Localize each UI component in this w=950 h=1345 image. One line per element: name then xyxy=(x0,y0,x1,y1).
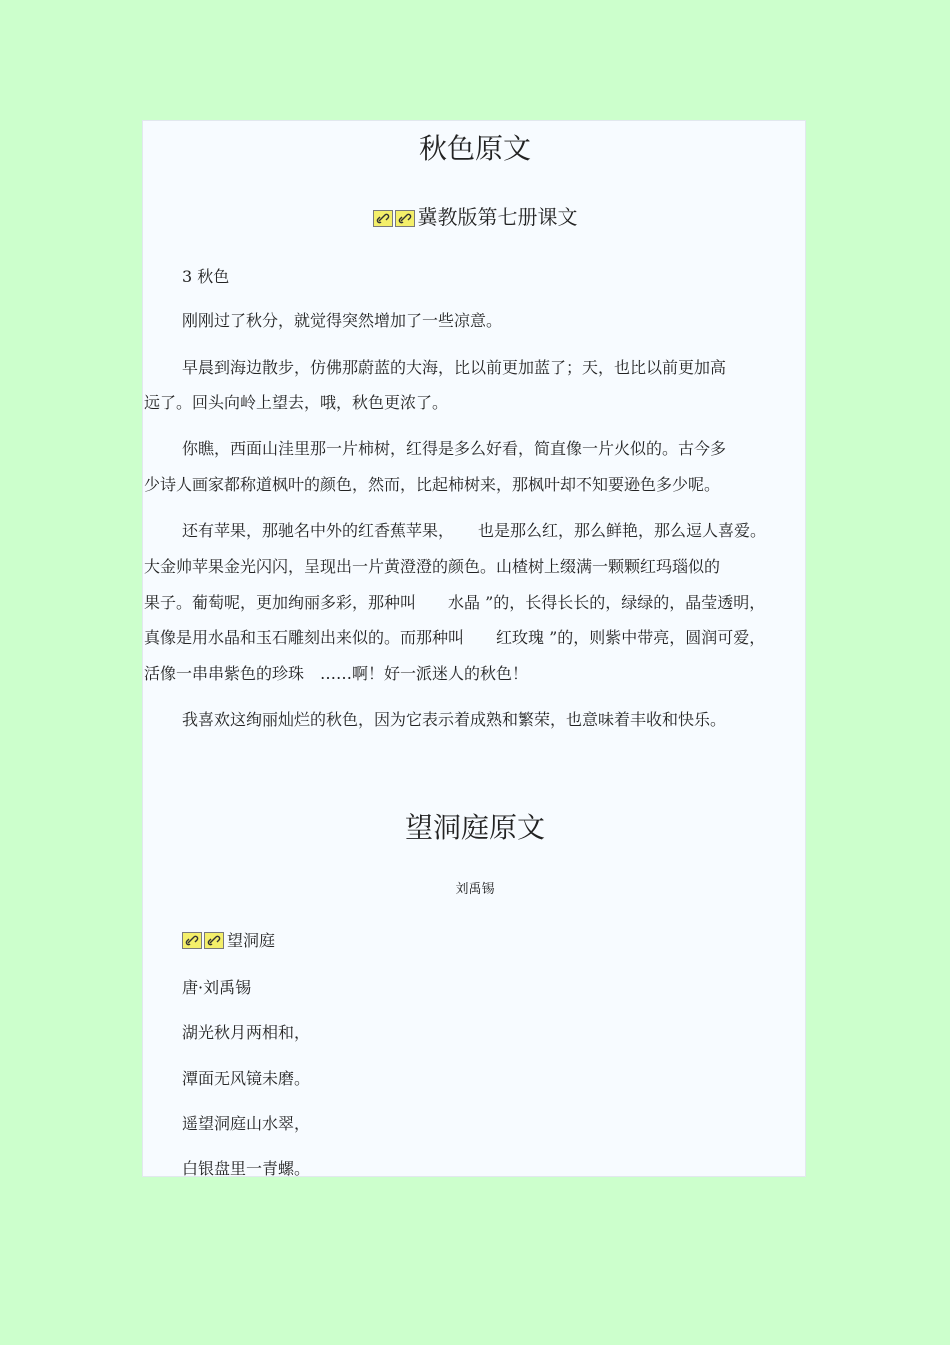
poem-line: 潭面无风镜未磨。 xyxy=(182,1069,311,1088)
paragraph-line: 活像一串串紫色的珍珠 ……啊！好一派迷人的秋色！ xyxy=(144,664,529,683)
paragraph-line: 远了。回头向岭上望去，哦，秋色更浓了。 xyxy=(144,393,449,412)
poem-heading xyxy=(182,928,275,953)
paragraph-line: 早晨到海边散步，仿佛那蔚蓝的大海，比以前更加蓝了；天，也比以前更加高 xyxy=(182,358,727,377)
paragraph-line: 你瞧，西面山洼里那一片柿树，红得是多么好看，简直像一片火似的。古今多 xyxy=(182,439,727,458)
paragraph-line: 少诗人画家都称道枫叶的颜色，然而，比起柿树来，那枫叶却不知要逊色多少呢。 xyxy=(144,475,721,494)
poem-line: 湖光秋月两相和， xyxy=(182,1023,311,1042)
link-icon-group[interactable] xyxy=(182,932,226,953)
paragraph-line: 真像是用水晶和玉石雕刻出来似的。而那种叫 红玫瑰 ”的，则紫中带亮，圆润可爱， xyxy=(144,628,766,647)
poem-line: 遥望洞庭山水翠， xyxy=(182,1114,311,1133)
paragraph-line: 大金帅苹果金光闪闪，呈现出一片黄澄澄的颜色。山楂树上缀满一颗颗红玛瑙似的 xyxy=(144,557,721,576)
link-icon-group[interactable] xyxy=(373,208,417,232)
lesson-heading: 3 秋色 xyxy=(182,267,230,286)
link-icon[interactable] xyxy=(395,210,415,227)
section-title: 望洞庭原文 xyxy=(404,811,545,844)
link-icon[interactable] xyxy=(204,932,224,949)
poem-heading-text: 望洞庭 xyxy=(227,931,276,950)
paragraph-line: 刚刚过了秋分，就觉得突然增加了一些凉意。 xyxy=(182,311,503,330)
paragraph-line: 果子。葡萄呢，更加绚丽多彩，那种叫 水晶 ”的，长得长长的，绿绿的，晶莹透明， xyxy=(144,593,766,612)
link-icon[interactable] xyxy=(182,932,202,949)
poem-line: 唐·刘禹锡 xyxy=(182,978,252,997)
poem-line: 白银盘里一青螺。 xyxy=(182,1159,311,1178)
subtitle-text: 冀教版第七册课文 xyxy=(417,205,578,229)
paragraph-line: 还有苹果，那驰名中外的红香蕉苹果， 也是那么红，那么鲜艳，那么逗人喜爱。 xyxy=(182,521,767,540)
document-page xyxy=(142,120,806,1177)
page-title: 秋色原文 xyxy=(418,132,531,165)
author-name: 刘禹锡 xyxy=(455,882,495,897)
page-subtitle xyxy=(143,201,807,232)
link-icon[interactable] xyxy=(373,210,393,227)
paragraph-line: 我喜欢这绚丽灿烂的秋色，因为它表示着成熟和繁荣，也意味着丰收和快乐。 xyxy=(182,710,727,729)
